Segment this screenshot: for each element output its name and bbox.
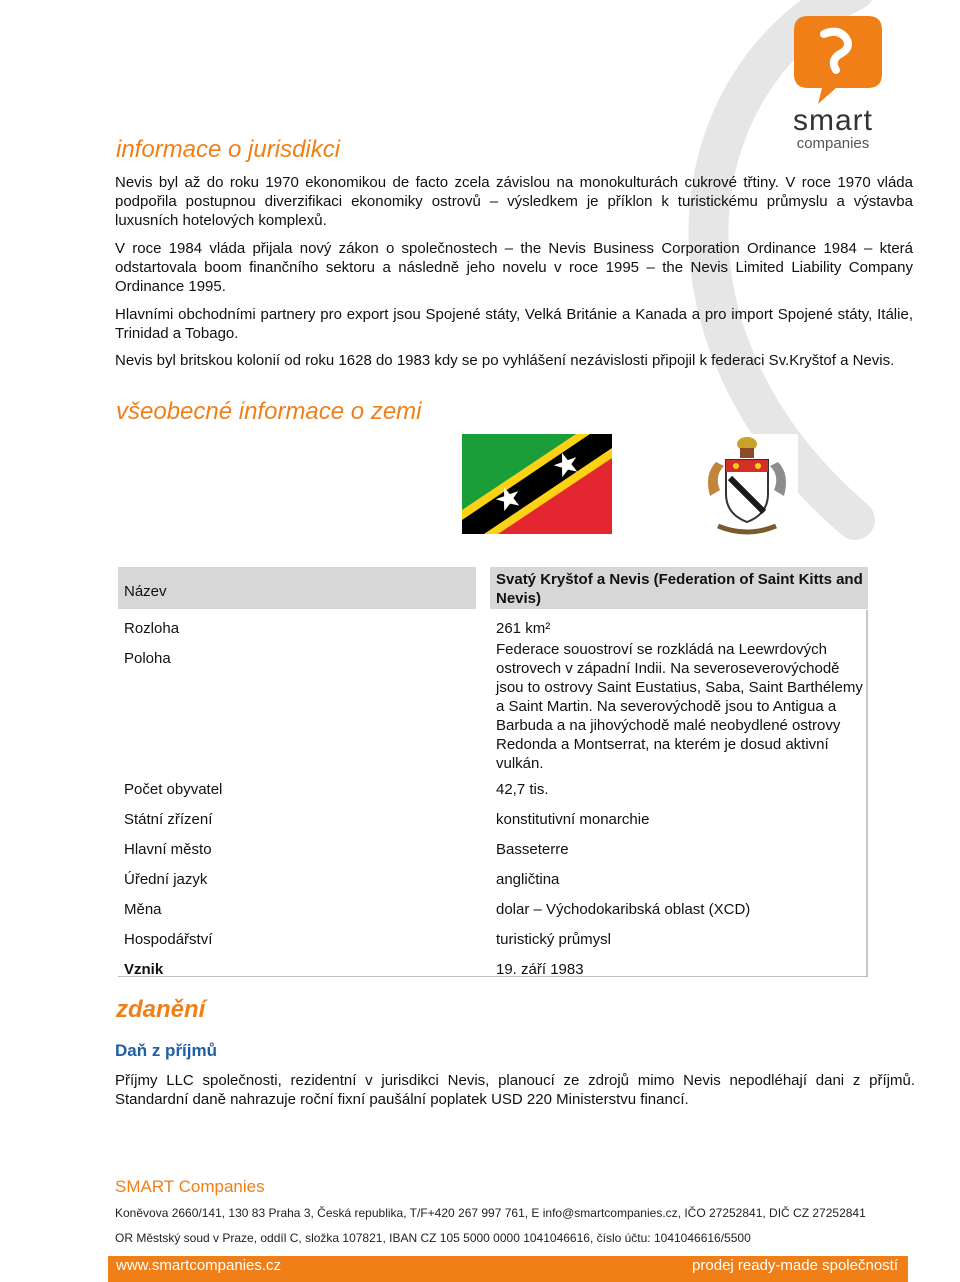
table-label-government: Státní zřízení xyxy=(124,811,213,828)
footer-address: Koněvova 2660/141, 130 83 Praha 3, Česká republika, T/F+420 267 997 761, E info@smartcompanies.cz, IČO 27252841, DIČ CZ 27252841 xyxy=(115,1206,866,1220)
speech-bubble-icon xyxy=(778,10,888,106)
footer-tagline: prodej ready-made společností xyxy=(692,1257,898,1274)
smart-companies-logo xyxy=(778,10,888,150)
table-value-capital: Basseterre xyxy=(496,841,569,858)
table-label-location: Poloha xyxy=(124,650,171,667)
table-value-currency: dolar – Východokaribská oblast (XCD) xyxy=(496,901,751,918)
table-label-name: Název xyxy=(124,583,167,600)
table-value-location: Federace souostroví se rozkládá na Leewrdových ostrovech v západní Indii. Na severoseverovýchodě jsou to ostrovy Saint Eustatius, Saba, Saint Barthélemy a Saint Martin. Na severovýchodě jsou to Antigua a Barbuda a na jihovýchodě malé neobydlené ostrovy Redonda a Montserrat, na kterém je dosud aktivní vulkán. xyxy=(496,641,863,772)
paragraph-company-law: V roce 1984 vláda přijala nový zákon o společnostech – the Nevis Business Corporation Ordinance 1984 – která odstartovala boom finančního sektoru a následně jeho novelu v roce 1995 – the Nevis Limited Liability Company Ordinance 1995. xyxy=(115,240,913,295)
table-label-population: Počet obyvatel xyxy=(124,781,223,798)
section-title-jurisdiction: informace o jurisdikci xyxy=(116,136,341,163)
table-label-economy: Hospodářství xyxy=(124,931,213,948)
footer-company-name: SMART Companies xyxy=(115,1177,265,1196)
table-label-capital: Hlavní město xyxy=(124,841,212,858)
footer-website-link[interactable]: www.smartcompanies.cz xyxy=(116,1257,282,1274)
table-value-area: 261 km² xyxy=(496,620,551,637)
footer-registry: OR Městský soud v Praze, oddíl C, složka 107821, IBAN CZ 105 5000 0000 1041046616, číslo účtu: 1041046616/5500 xyxy=(115,1231,751,1245)
paragraph-economy: Nevis byl až do roku 1970 ekonomikou de facto zcela závislou na monokulturách cukrové třtiny. V roce 1970 vláda podpořila postupnou diverzifikaci ekonomiky ostrovů – výsledkem je příklon k turistickému průmyslu a výstavba luxusních hotelových komplexů. xyxy=(115,174,913,229)
table-value-founded: 19. září 1983 xyxy=(496,961,584,978)
table-value-economy: turistický průmysl xyxy=(496,931,612,948)
table-value-population: 42,7 tis. xyxy=(496,781,549,798)
paragraph-history: Nevis byl britskou kolonií od roku 1628 do 1983 kdy se po vyhlášení nezávislosti připojil k federaci Sv.Kryštof a Nevis. xyxy=(115,352,895,369)
table-label-language: Úřední jazyk xyxy=(124,871,208,888)
section-title-country: všeobecné informace o zemi xyxy=(116,398,422,425)
table-label-currency: Měna xyxy=(124,901,162,918)
table-label-founded: Vznik xyxy=(124,961,164,978)
table-label-area: Rozloha xyxy=(124,620,180,637)
coat-of-arms-image xyxy=(696,434,798,544)
flag-saint-kitts-nevis xyxy=(462,434,612,534)
subsection-title-income-tax: Daň z příjmů xyxy=(115,1041,218,1060)
logo-word-companies: companies xyxy=(796,135,870,152)
table-value-name: Svatý Kryštof a Nevis (Federation of Saint Kitts and Nevis) xyxy=(496,571,863,607)
table-value-language: angličtina xyxy=(496,871,560,888)
paragraph-income-tax: Příjmy LLC společnosti, rezidentní v jurisdikci Nevis, planoucí ze zdrojů mimo Nevis nepodléhají dani z příjmů. Standardní daně nahrazuje roční fixní paušální poplatek USD 220 Ministerstvu financí. xyxy=(115,1072,915,1108)
paragraph-trade-partners: Hlavními obchodními partnery pro export jsou Spojené státy, Velká Británie a Kanada a pro import Spojené státy, Itálie, Trinidad a Tobago. xyxy=(115,306,913,342)
section-title-taxation: zdanění xyxy=(116,996,206,1023)
table-value-government: konstitutivní monarchie xyxy=(496,811,650,828)
logo-word-smart: smart xyxy=(793,104,873,137)
